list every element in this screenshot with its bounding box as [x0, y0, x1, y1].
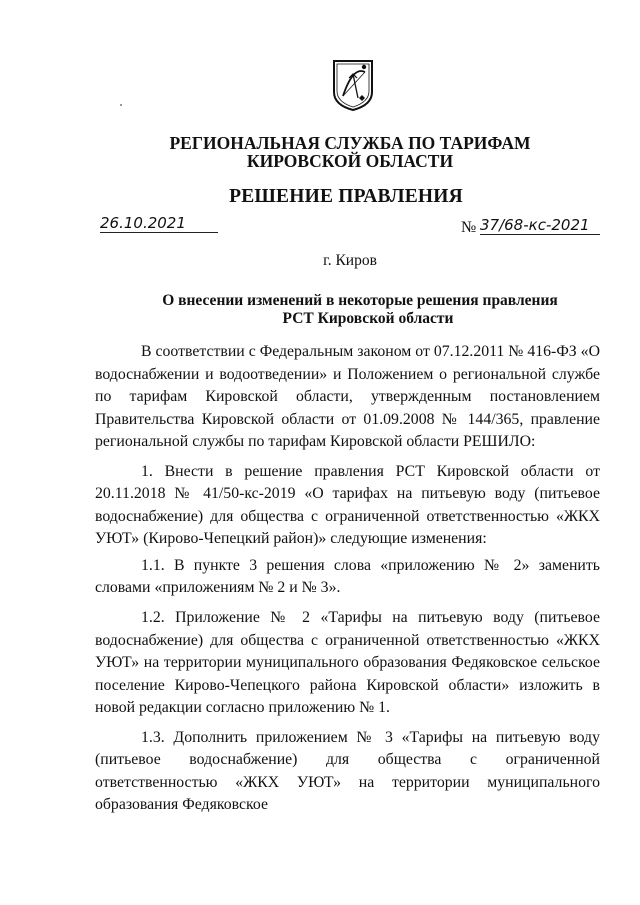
- subject-line1: О внесении изменений в некоторые решения правления: [162, 292, 558, 309]
- document-body: [95, 341, 600, 824]
- organization-name-line2: КИРОВСКОЙ ОБЛАСТИ: [246, 151, 454, 171]
- city: г. Киров: [323, 252, 377, 269]
- subject-line2: РСТ Кировской области: [282, 310, 454, 327]
- coat-of-arms-icon: [331, 58, 375, 112]
- paragraph-item-1-2: 1.2. Приложение № 2 «Тарифы на питьевую воду (питьевое водоснабжение) для общества с ограниченной ответственностью «ЖКХ УЮТ» на территории муниципального образования Федяковское сельское поселение Кирово-Чепецкого района Кировской области» изложить в новой редакции согласно приложению № 1.: [95, 609, 600, 717]
- paragraph-preamble: В соответствии с Федеральным законом от 07.12.2011 № 416-ФЗ «О водоснабжении и водоотведении» и Положением о региональной службе по тарифам Кировской области, утвержденным постановлением Правительства Кировской области от 01.09.2008 № 144/365, правление региональной службы по тарифам Кировской области РЕШИЛО:: [95, 343, 600, 450]
- number-label: №: [461, 219, 477, 236]
- paragraph-item-1-1: 1.1. В пункте 3 решения слова «приложению № 2» заменить словами «приложениям № 2 и № 3».: [95, 556, 600, 597]
- scan-speck: [120, 104, 122, 106]
- organization-name-line1: РЕГИОНАЛЬНАЯ СЛУЖБА ПО ТАРИФАМ: [169, 133, 531, 153]
- decision-date: 26.10.2021: [100, 214, 218, 233]
- paragraph-item-1: 1. Внести в решение правления РСТ Кировской области от 20.11.2018 № 41/50-кс-2019 «О тарифах на питьевую воду (питьевое водоснабжение) для общества с ограниченной ответственностью «ЖКХ УЮТ» (Кирово-Чепецкий район)» следующие изменения:: [95, 462, 600, 548]
- decision-number: 37/68-кс-2021: [480, 216, 600, 235]
- paragraph-item-1-3: 1.3. Дополнить приложением № 3 «Тарифы на питьевую воду (питьевое водоснабжение) для общества с ограниченной ответственностью «ЖКХ УЮТ» на территории муниципального образования Федяковское: [95, 728, 600, 814]
- document-type: РЕШЕНИЕ ПРАВЛЕНИЯ: [229, 186, 463, 207]
